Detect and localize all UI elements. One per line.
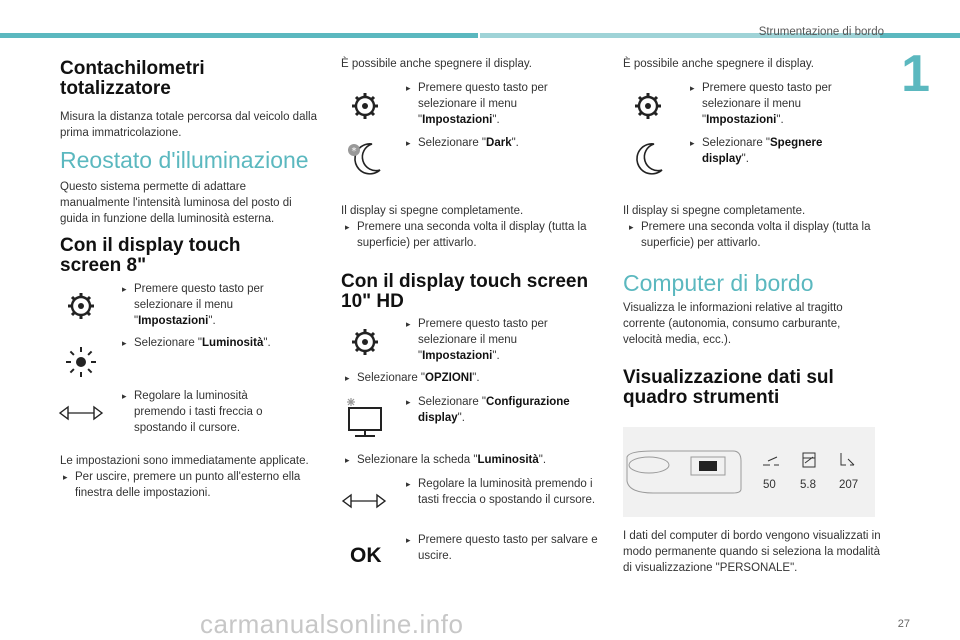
col3-off-text: Il display si spegne completamente. <box>623 205 806 217</box>
col2-step-settings: ▸ Premere questo tasto per selezionare il menu "Impostazioni". <box>406 82 548 126</box>
touch8-step-settings: ▸ Premere questo tasto per selezionare il menu "Impostazioni". <box>122 283 264 327</box>
svg-text:*: * <box>351 146 357 157</box>
settings-gear-icon <box>349 90 381 122</box>
touch8-heading: Con il display touch screen 8" <box>60 235 241 276</box>
arrows-slider-icon <box>341 491 387 511</box>
header-accent-bar-left <box>0 33 478 38</box>
cluster-heading: Visualizzazione dati sul quadro strumenti <box>623 367 834 408</box>
cluster-screen-icon <box>623 441 753 501</box>
col2-off-text: Il display si spegne completamente. <box>341 205 524 217</box>
touch8-step-brightness: ▸ Selezionare "Luminosità". <box>122 337 271 349</box>
dimmer-heading: Reostato d'illuminazione <box>60 147 309 173</box>
chapter-number: 1 <box>901 45 930 103</box>
dark-mode-moon-icon <box>342 138 388 178</box>
fuel-consumption-icon <box>799 449 821 471</box>
brightness-sun-icon <box>63 345 99 379</box>
cluster-value-distance: 207 <box>839 479 859 491</box>
cluster-text: I dati del computer di bordo vengono visualizzati in modo permanente quando si seleziona la modalità di visualizzazione "PERSONALE". <box>623 530 881 574</box>
touch10-step-settings: ▸ Premere questo tasto per selezionare il menu "Impostazioni". <box>406 318 548 362</box>
col2-intro: È possibile anche spegnere il display. <box>341 58 532 70</box>
display-configuration-icon <box>343 398 387 440</box>
section-title: Strumentazione di bordo <box>758 26 884 38</box>
cluster-value-consumption: 5.8 <box>800 479 816 491</box>
settings-gear-icon <box>632 90 664 122</box>
col2-step-dark: ▸ Selezionare "Dark". <box>406 137 519 149</box>
settings-gear-icon <box>349 326 381 358</box>
touch8-exit-step: ▸ Per uscire, premere un punto all'esterno ella finestra delle impostazioni. <box>63 471 301 499</box>
dimmer-text: Questo sistema permette di adattare manualmente l'intensità luminosa del posto di guida in funzione della luminosità esterna. <box>60 181 292 225</box>
page-number: 27 <box>897 618 910 630</box>
trip-computer-text: Visualizza le informazioni relative al tragitto corrente (autonomia, consumo carburante, velocità media, ecc.). <box>623 302 843 346</box>
col3-intro: È possibile anche spegnere il display. <box>623 58 814 70</box>
touch10-heading: Con il display touch screen 10" HD <box>341 271 589 312</box>
trip-computer-heading: Computer di bordo <box>623 270 814 296</box>
col3-reactivate: ▸ Premere una seconda volta il display (tutta la superficie) per attivarlo. <box>629 221 871 249</box>
col3-step-display-off: ▸ Selezionare "Spegnere display". <box>690 137 823 165</box>
instrument-cluster-illustration <box>623 427 875 517</box>
distance-icon <box>836 449 858 471</box>
touch10-step-save: ▸ Premere questo tasto per salvare e uscire. <box>406 534 598 562</box>
odometer-heading: Contachilometri totalizzatore <box>60 58 205 99</box>
touch10-step-adjust: ▸ Regolare la luminosità premendo i tasti freccia o spostando il cursore. <box>406 478 596 506</box>
settings-gear-icon <box>65 290 97 322</box>
watermark: carmanualsonline.info <box>200 609 464 639</box>
col2-reactivate: ▸ Premere una seconda volta il display (tutta la superficie) per attivarlo. <box>345 221 587 249</box>
touch10-step-display-config: ▸ Selezionare "Configurazione display". <box>406 396 570 424</box>
touch8-step-adjust: ▸ Regolare la luminosità premendo i tasti freccia o spostando il cursore. <box>122 390 263 434</box>
header-accent-bar-end <box>880 33 960 38</box>
odometer-text: Misura la distanza totale percorsa dal veicolo dalla prima immatricolazione. <box>60 111 317 139</box>
ok-icon: OK <box>350 544 382 567</box>
touch10-step-brightness-tab: ▸ Selezionare la scheda "Luminosità". <box>345 454 547 466</box>
touch8-note: Le impostazioni sono immediatamente applicate. <box>60 455 309 467</box>
col3-step-settings: ▸ Premere questo tasto per selezionare il menu "Impostazioni". <box>690 82 832 126</box>
moon-icon <box>628 140 668 178</box>
cluster-value-range: 50 <box>763 479 776 491</box>
touch10-step-options: ▸ Selezionare "OPZIONI". <box>345 372 480 384</box>
arrows-slider-icon <box>58 403 104 423</box>
range-icon <box>760 451 782 471</box>
